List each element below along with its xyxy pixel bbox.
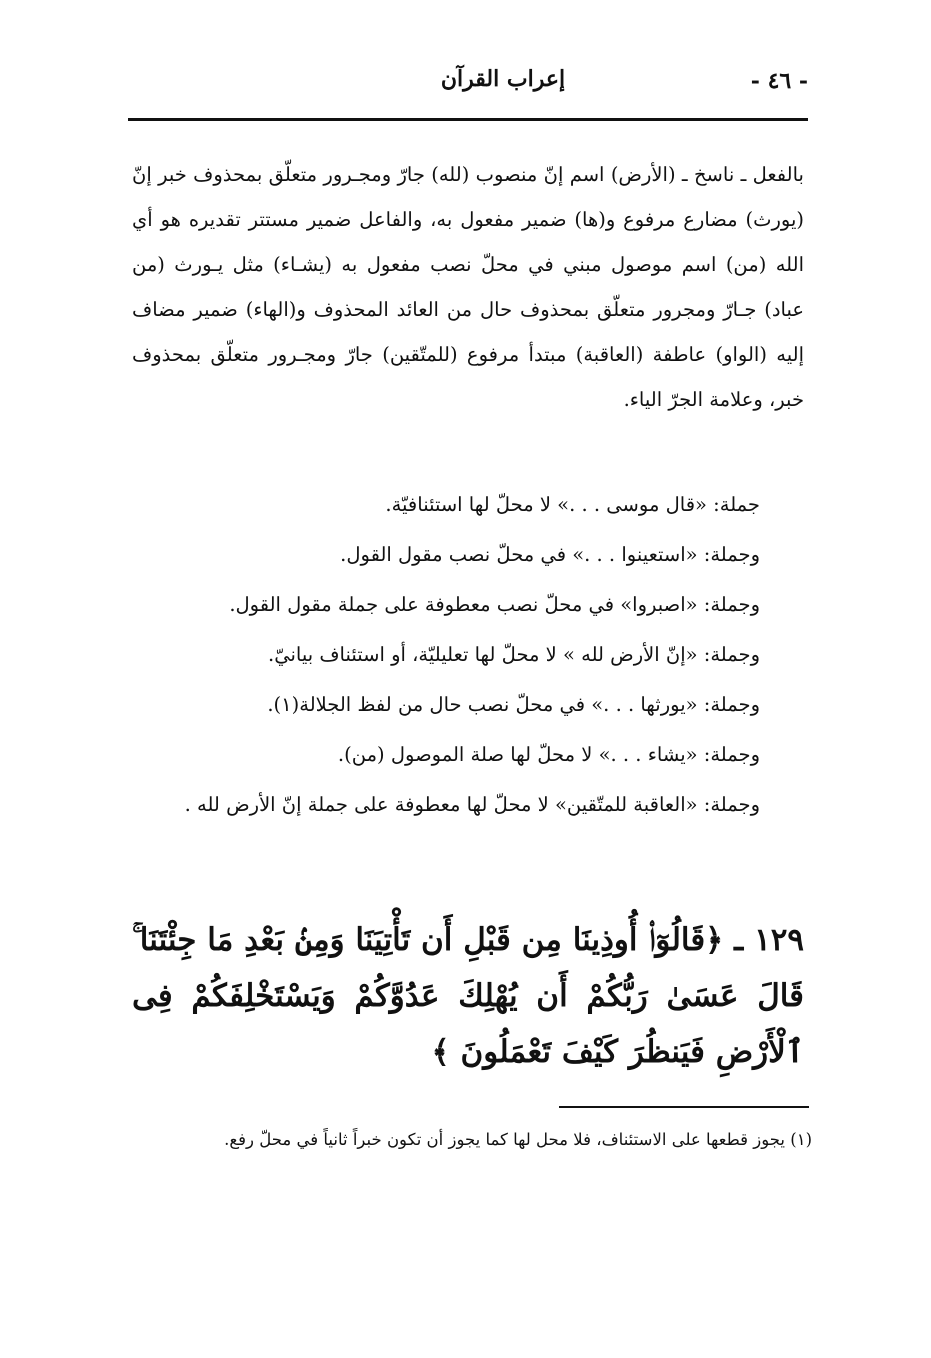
sentence-line: وجملة: «يورثها . . .» في محلّ نصب حال من لفظ الجلالة(١). xyxy=(267,693,760,716)
footnote-rule xyxy=(559,1106,809,1108)
verse-number: ١٢٩ ـ xyxy=(734,922,805,958)
running-title: إعراب القرآن xyxy=(440,66,566,92)
sentence-analysis-list xyxy=(132,480,760,830)
footnote: (١) يجوز قطعها على الاستئناف، فلا محل لها كما يجوز أن تكون خبراً ثانياً في محلّ رفع. xyxy=(224,1130,812,1149)
page-number: - ٤٦ - xyxy=(750,68,808,94)
page-header xyxy=(128,66,808,106)
quran-verse xyxy=(132,912,804,1080)
sentence-line: جملة: «قال موسى . . .» لا محلّ لها استئنافيّة. xyxy=(385,493,760,516)
sentence-line: وجملة: «العاقبة للمتّقين» لا محلّ لها معطوفة على جملة إنّ الأرض لله . xyxy=(184,793,760,816)
sentence-line: وجملة: «اصبروا» في محلّ نصب معطوفة على جملة مقول القول. xyxy=(229,593,760,616)
grammar-paragraph: بالفعل ـ ناسخ ـ (الأرض) اسم إنّ منصوب (لله) جارّ ومجـرور متعلّق بمحذوف خبر إنّ (يورث) مضارع مرفوع و(ها) ضمير مفعول به، والفاعل ضمير مستتر تقديره هو أي الله (من) اسم موصول مبني في محلّ نصب مفعول به (يشـاء) مثل يـورث (من عباد) جـارّ ومجرور متعلّق بمحذوف حال من العائد المحذوف و(الهاء) ضمير مضاف إليه (الواو) عاطفة (العاقبة) مبتدأ مرفوع (للمتّقين) جارّ ومجـرور متعلّق بمحذوف خبر، وعلامة الجرّ الياء. xyxy=(132,163,804,411)
header-rule xyxy=(128,118,808,121)
sentence-line: وجملة: «يشاء . . .» لا محلّ لها صلة الموصول (من). xyxy=(337,743,760,766)
verse-text: ﴿قَالُوٓا۟ أُوذِينَا مِن قَبْلِ أَن تَأْتِيَنَا وَمِنۢ بَعْدِ مَا جِئْتَنَا ۚ قَالَ عَسَىٰ رَبُّكُمْ أَن يُهْلِكَ عَدُوَّكُمْ وَيَسْتَخْلِفَكُمْ فِى ٱلْأَرْضِ فَيَنظُرَ كَيْفَ تَعْمَلُونَ ﴾ xyxy=(132,922,804,1070)
sentence-line: وجملة: «استعينوا . . .» في محلّ نصب مقول القول. xyxy=(340,543,760,566)
sentence-line: وجملة: «إنّ الأرض لله » لا محلّ لها تعليليّة، أو استئناف بيانيّ. xyxy=(268,643,760,666)
